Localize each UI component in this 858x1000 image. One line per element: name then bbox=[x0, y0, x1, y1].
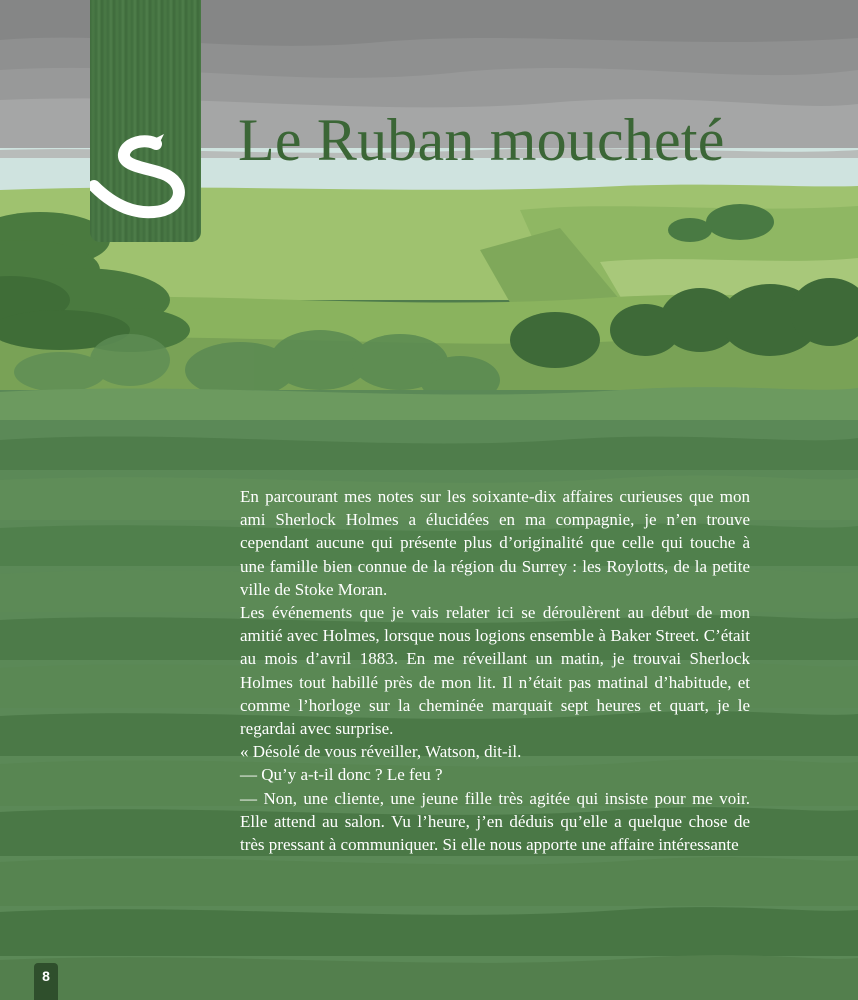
page-number: 8 bbox=[34, 963, 58, 1000]
chapter-emblem bbox=[90, 0, 201, 242]
paragraph: En parcourant mes notes sur les soixante-dix affaires curieuses que mon ami Sherlock Holmes a élucidées en ma compagnie, je n’en trouve cependant aucune qui présente plus d’originalité que celle qui touche à une famille bien connue de la région du Surrey : les Roylotts, de la petite ville de Stoke Moran. bbox=[240, 487, 750, 599]
paragraph: Les événements que je vais relater ici se déroulèrent au début de mon amitié avec Holmes, lorsque nous logions ensemble à Baker Street. C’était au mois d’avril 1883. En me réveillant un matin, je trouvai Sherlock Holmes tout habillé près de mon lit. Il n’était pas matinal d’habitude, et comme l’horloge sur la cheminée marquait sept heures et quart, je le regardai avec surprise. bbox=[240, 603, 750, 739]
paragraph: — Qu’y a-t-il donc ? Le feu ? bbox=[240, 765, 443, 785]
story-text bbox=[240, 485, 750, 856]
paragraph: « Désolé de vous réveiller, Watson, dit-il. bbox=[240, 742, 522, 762]
snake-icon bbox=[90, 130, 201, 220]
paragraph: — Non, une cliente, une jeune fille très agitée qui insiste pour me voir. Elle attend au salon. Vu l’heure, j’en déduis qu’elle a quelque chose de très pressant à communiquer. Si elle nous apporte une affaire intéressante bbox=[240, 788, 750, 855]
chapter-title: Le Ruban moucheté bbox=[238, 107, 725, 173]
